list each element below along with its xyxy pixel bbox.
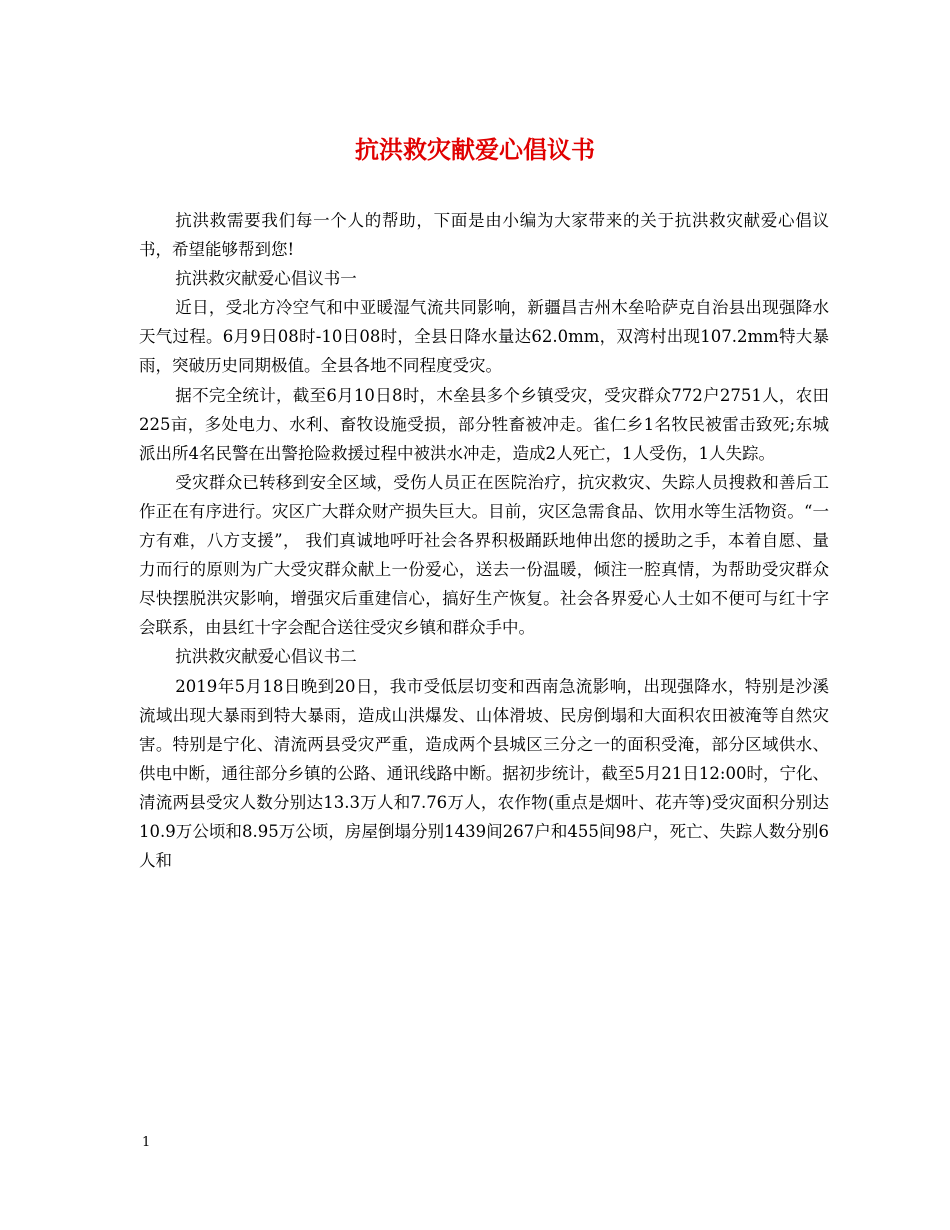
document-body <box>139 206 829 875</box>
intro-paragraph: 抗洪救需要我们每一个人的帮助，下面是由小编为大家带来的关于抗洪救灾献爱心倡议书，希望能够帮到您! <box>139 211 829 260</box>
section-heading-2: 抗洪救灾献爱心倡议书二 <box>175 647 357 667</box>
body-paragraph: 据不完全统计，截至6月10日8时，木垒县多个乡镇受灾，受灾群众772户2751人，农田225亩，多处电力、水利、畜牧设施受损，部分牲畜被冲走。雀仁乡1名牧民被雷击致死;东城派出所4名民警在出警抢险救援过程中被洪水冲走，造成2人死亡，1人受伤，1人失踪。 <box>139 385 829 463</box>
body-paragraph: 2019年5月18日晚到20日，我市受低层切变和西南急流影响，出现强降水，特别是沙溪流域出现大暴雨到特大暴雨，造成山洪爆发、山体滑坡、民房倒塌和大面积农田被淹等自然灾害。特别是宁化、清流两县受灾严重，造成两个县城区三分之一的面积受淹，部分区域供水、供电中断，通往部分乡镇的公路、通讯线路中断。据初步统计，截至5月21日12:00时，宁化、清流两县受灾人数分别达13.3万人和7.76万人，农作物(重点是烟叶、花卉等)受灾面积分别达10.9万公顷和8.95万公顷，房屋倒塌分别1439间267户和455间98户，死亡、失踪人数分别6人和 <box>139 676 829 871</box>
section-heading-1: 抗洪救灾献爱心倡议书一 <box>175 269 357 289</box>
page-number: 1 <box>142 1135 151 1150</box>
body-paragraph: 近日，受北方冷空气和中亚暖湿气流共同影响，新疆昌吉州木垒哈萨克自治县出现强降水天气过程。6月9日08时-10日08时，全县日降水量达62.0mm，双湾村出现107.2mm特大暴雨，突破历史同期极值。全县各地不同程度受灾。 <box>139 298 829 376</box>
document-title: 抗洪救灾献爱心倡议书 <box>355 135 595 164</box>
body-paragraph: 受灾群众已转移到安全区域，受伤人员正在医院治疗，抗灾救灾、失踪人员搜救和善后工作正在有序进行。灾区广大群众财产损失巨大。目前，灾区急需食品、饮用水等生活物资。“一方有难，八方支援”， 我们真诚地呼吁社会各界积极踊跃地伸出您的援助之手，本着自愿、量力而行的原则为广大受灾群众献上一份爱心，送去一份温暖，倾注一腔真情，为帮助受灾群众尽快摆脱洪灾影响，增强灾后重建信心，搞好生产恢复。社会各界爱心人士如不便可与红十字会联系，由县红十字会配合送往受灾乡镇和群众手中。 <box>139 472 829 638</box>
